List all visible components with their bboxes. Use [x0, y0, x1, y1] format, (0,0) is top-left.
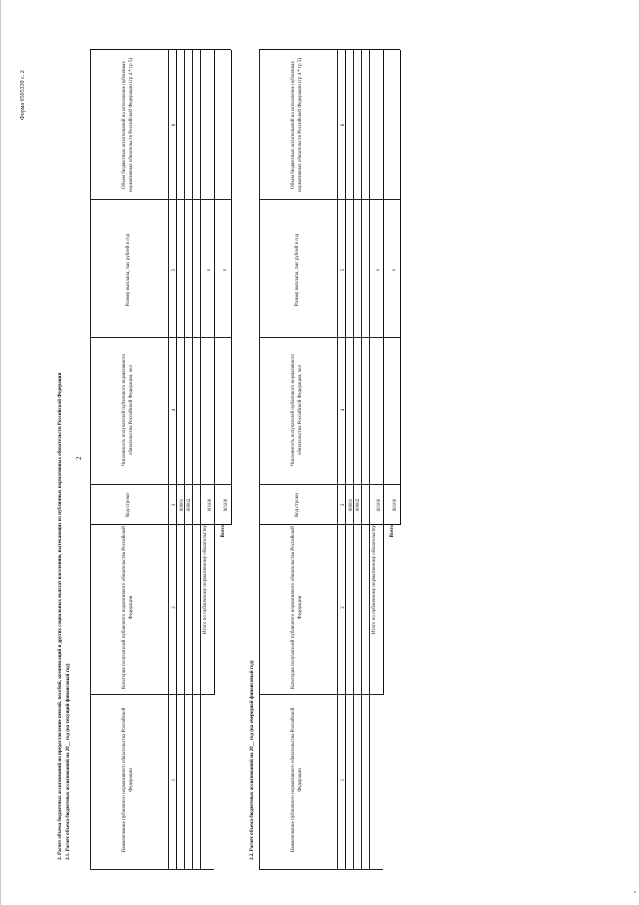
line-code: 00002 [356, 498, 361, 512]
table-rule [259, 524, 400, 525]
table-rule [90, 524, 231, 525]
line-code: 90100 [224, 498, 229, 512]
column-number: 5 [172, 268, 177, 272]
line-code: 00100 [208, 498, 213, 512]
header-line-code: Код строки [125, 493, 131, 517]
table-rule [361, 50, 362, 870]
table-rule [345, 50, 346, 870]
table-rule [184, 50, 185, 870]
header-budget-volume: Объем бюджетных ассигнований на исполнение публичных нормативных обязательств Российской Федерации (гр 4 * гр 5) [122, 58, 134, 192]
table-rule [214, 50, 215, 695]
table-rule [90, 694, 214, 695]
section-title: 2. Расчет объема бюджетных ассигнований на предоставление пенсий, пособий, компенсаций и других социальных выплат населению, вытекающих из публичных нормативных обязательств Российской Федерации [58, 372, 63, 860]
line-code: 00001 [349, 498, 354, 512]
header-obligation-name: Наименование публичного нормативного обязательства Российской Федерации [122, 707, 134, 853]
subtotal-label: Итого по публичному нормативному обязательству [203, 525, 208, 635]
line-code: 00100 [377, 498, 382, 512]
column-number: 1 [172, 778, 177, 782]
header-recipient-category: Категория получателей публичного нормативного обязательства Российской Федерации [122, 526, 134, 689]
column-number: 5 [341, 268, 346, 272]
total-label: Всего [221, 525, 226, 538]
line-code: 00001 [180, 498, 185, 512]
table-rule [259, 484, 400, 485]
x-mark: х [392, 268, 397, 272]
subsection-2-title: 2.2. Расчет объема бюджетных ассигнований на 20__ год (на очередной финансовый год) [250, 660, 255, 860]
table-rule [90, 484, 231, 485]
header-budget-volume: Объем бюджетных ассигнований на исполнение публичных нормативных обязательств Российской Федерации (гр 4 * гр 5) [291, 58, 303, 192]
table-rule [369, 50, 370, 870]
table-rule [259, 694, 383, 695]
table-rule [259, 49, 400, 50]
table-rule [231, 50, 232, 525]
table-rule [259, 50, 260, 870]
column-number: 4 [341, 408, 346, 412]
header-line-code: Код строки [294, 493, 300, 517]
table-rule [192, 50, 193, 870]
column-number: 6 [341, 123, 346, 127]
header-payment-size: Размер выплаты, тыс рублей в год [294, 233, 300, 307]
table-rule [337, 50, 338, 870]
column-number: 1 [341, 778, 346, 782]
form-number: Форма 0505339 с. 2 [20, 70, 26, 120]
header-obligation-name: Наименование публичного нормативного обязательства Российской Федерации [291, 707, 303, 853]
table-rule [353, 50, 354, 870]
table-rule [400, 50, 401, 525]
total-label: Всего [390, 525, 395, 538]
table-rule [259, 199, 400, 200]
line-code: 00002 [187, 498, 192, 512]
header-payment-size: Размер выплаты, тыс рублей в год [125, 233, 131, 307]
subsection-1-title: 2.1. Расчет объема бюджетных ассигнований на 20__ год (на текущий финансовый год) [66, 663, 71, 860]
column-number: 6 [172, 123, 177, 127]
table-rule [90, 869, 214, 870]
column-number: 3 [341, 503, 346, 507]
column-number: 3 [172, 503, 177, 507]
table-rule [176, 50, 177, 870]
x-mark: х [223, 268, 228, 272]
table-rule [168, 50, 169, 870]
header-recipient-count: Численность получателей публичного нормативного обязательства Российской Федерации, чел [122, 353, 134, 467]
table-rule [259, 869, 383, 870]
table-rule [90, 49, 231, 50]
table-rule [90, 337, 231, 338]
header-recipient-count: Численность получателей публичного нормативного обязательства Российской Федерации, чел [291, 353, 303, 467]
subtotal-label: Итого по публичному нормативному обязательству [372, 525, 377, 635]
x-mark: х [207, 268, 212, 272]
page-number: 2 [75, 456, 83, 460]
table-rule [90, 50, 91, 870]
table-rule [383, 50, 384, 695]
scan-edge [0, 0, 1, 905]
column-number: 4 [172, 408, 177, 412]
scan-artifact [634, 891, 636, 893]
column-number: 2 [172, 606, 177, 609]
column-number: 2 [341, 606, 346, 609]
table-rule [90, 199, 231, 200]
table-rule [200, 50, 201, 870]
header-recipient-category: Категория получателей публичного нормативного обязательства Российской Федерации [291, 526, 303, 689]
table-rule [259, 337, 400, 338]
x-mark: х [376, 268, 381, 272]
line-code: 90100 [393, 498, 398, 512]
